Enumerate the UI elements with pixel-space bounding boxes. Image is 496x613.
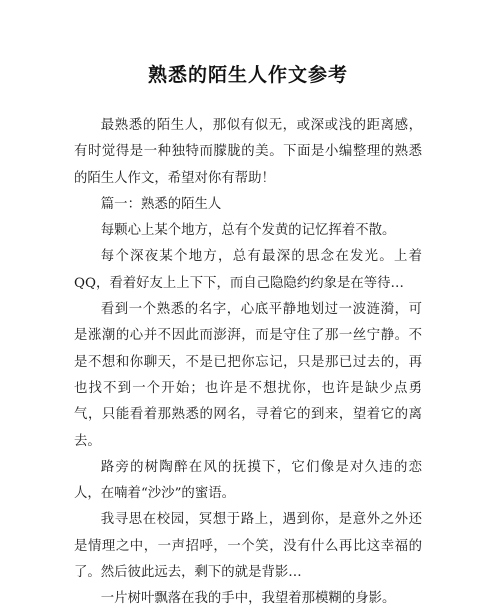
intro-paragraph: 最熟悉的陌生人，那似有似无，或深或浅的距离感，有时觉得是一种独特而朦胧的美。下面是小编整理的熟悉的陌生人作文，希望对你有帮助！	[74, 118, 422, 186]
body-paragraph: 我寻思在校园，冥想于路上，遇到你，是意外之外还是情理之中，一声招呼，一个笑，没有什么再比这幸福的了。然后彼此远去，剩下的就是背影…	[74, 512, 422, 581]
body-paragraph: 每颗心上某个地方，总有个发黄的记忆挥着不散。	[100, 223, 396, 239]
body-paragraph: 路旁的树陶醉在风的抚摸下，它们像是对久违的恋人，在喃着“沙沙”的蜜语。	[74, 459, 422, 502]
document-title: 熟悉的陌生人作文参考	[147, 64, 348, 86]
body-paragraph: 看到一个熟悉的名字，心底平静地划过一波涟漪，可是涨潮的心并不因此而澎湃，而是守住了那一丝宁静。不是不想和你聊天，不是已把你忘记，只是那已过去的，再也找不到一个开始；也许是不想扰你，也许是缺少点勇气，只能看着那熟悉的网名，寻着它的到来，望着它的离去。	[74, 302, 422, 449]
section-heading: 篇一：熟悉的陌生人	[100, 196, 222, 212]
document-body	[74, 113, 422, 613]
body-paragraph: 每个深夜某个地方，总有最深的思念在发光。上着QQ，看着好友上上下下，而自己隐隐约约象是在等待…	[74, 249, 422, 291]
body-paragraph: 一片树叶飘落在我的手中，我望着那模糊的身影。	[100, 591, 396, 607]
